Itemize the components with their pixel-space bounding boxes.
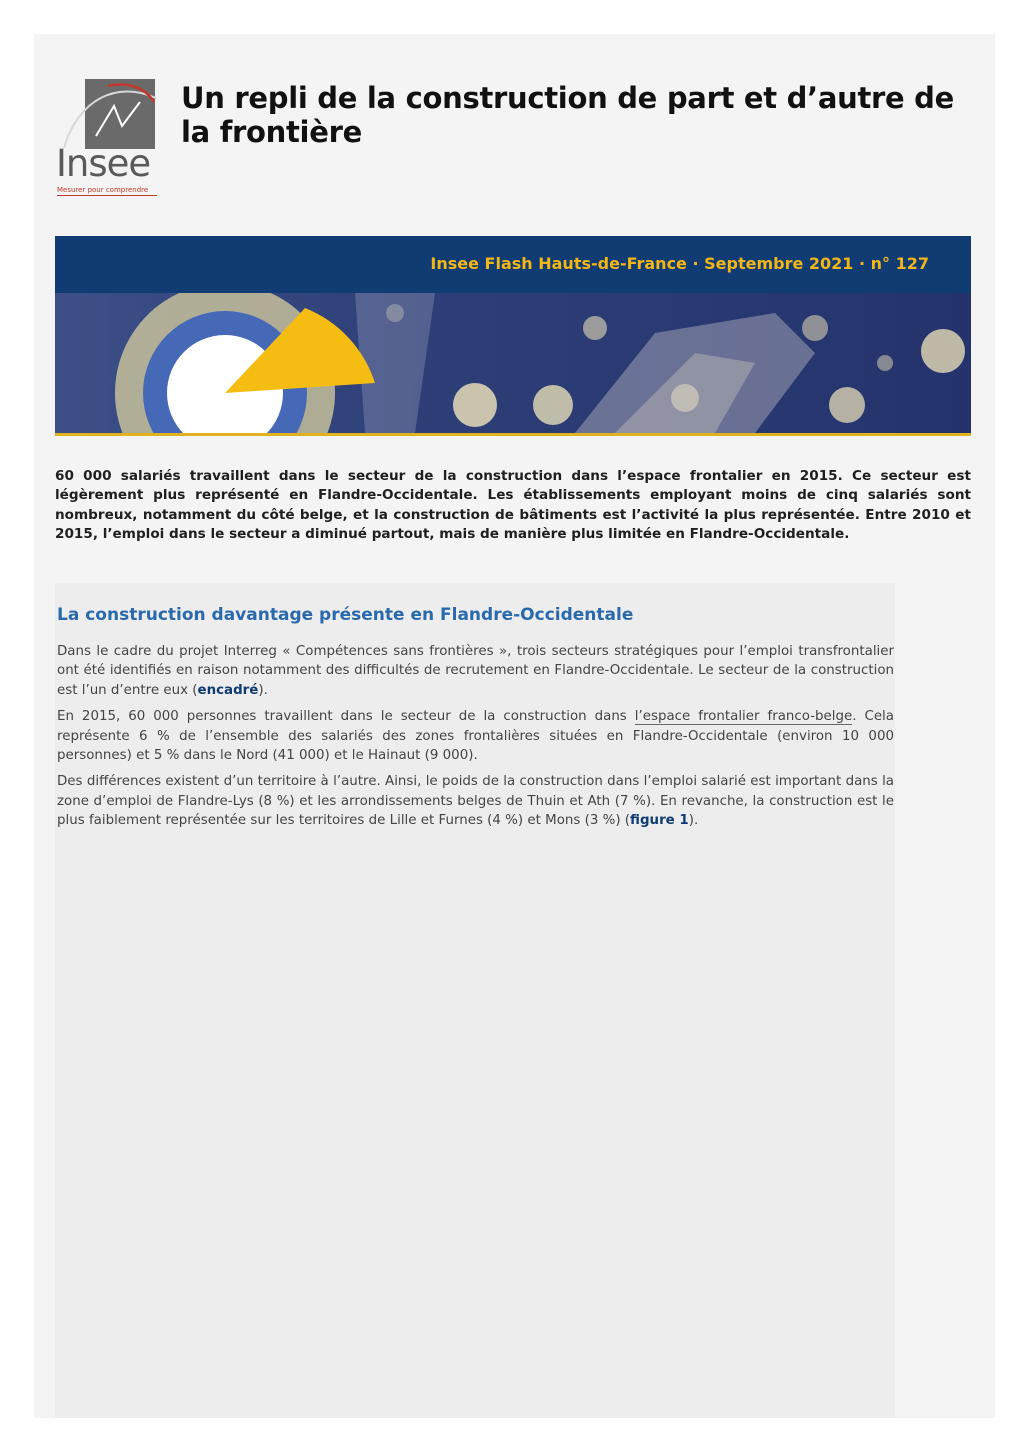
paragraph-3 — [57, 772, 894, 830]
lead-paragraph: 60 000 salariés travaillent dans le secteur de la construction dans l’espace frontalier en 2015. Ce secteur est légèrement plus représenté en Flandre-Occidentale. Les établissements employant moins de cinq salariés sont nombreux, notamment du côté belge, et la construction de bâtiments est l’activité la plus représentée. Entre 2010 et 2015, l’emploi dans le secteur a diminué partout, mais de manière plus limitée en Flandre-Occidentale. — [55, 468, 971, 542]
publication-banner — [55, 236, 971, 293]
paragraph-2-end: . Cela représente 6 % de l’ensemble des salariés des zones frontalières situées en Flandre-Occidentale (environ 10 000 personnes) et 5 % dans le Nord (41 000) et le Hainaut (9 000). — [57, 709, 894, 764]
glossary-term-link[interactable]: l’espace frontalier franco-belge — [634, 709, 853, 725]
insee-logo[interactable] — [56, 78, 164, 196]
paragraph-1-end: ). — [258, 682, 268, 698]
logo-wordmark: Insee — [56, 142, 151, 185]
content-section — [55, 583, 895, 1418]
paragraph-1 — [57, 642, 894, 700]
page-title: Un repli de la construction de part et d’autre de la frontière — [181, 81, 955, 149]
banner-illustration-graphic — [55, 293, 971, 433]
logo-tagline: Mesurer pour comprendre — [57, 186, 157, 196]
publication-banner-text: Insee Flash Hauts-de-France · Septembre 2021 · n° 127 — [430, 254, 929, 273]
figure-1-link[interactable]: figure 1 — [630, 813, 689, 829]
paragraph-3-end: ). — [688, 813, 699, 829]
paragraph-2-text: En 2015, 60 000 personnes travaillent dans le secteur de la construction dans — [57, 709, 635, 725]
banner-illustration — [55, 293, 971, 436]
paragraph-1-text: Dans le cadre du projet Interreg « Compétences sans frontières », trois secteurs stratégiques pour l’emploi transfrontalier ont été identifiés en raison notamment des difficultés de recrutement en Flandre-Occidentale. Le secteur de la construction est l’un d’entre eux ( — [57, 644, 894, 698]
paragraph-3-text: Des différences existent d’un territoire à l’autre. Ainsi, le poids de la construction dans l’emploi salarié est important dans la zone d’emploi de Flandre-Lys (8 %) et les arrondissements belges de Thuin et Ath (7 %). En revanche, la construction est le plus faiblement représentée sur les territoires de Lille et Furnes (4 %) et Mons (3 %) ( — [57, 774, 894, 829]
encadre-link[interactable]: encadré — [197, 682, 259, 698]
document-page — [34, 34, 995, 1418]
section-heading: La construction davantage présente en Flandre-Occidentale — [57, 605, 634, 625]
paragraph-2 — [57, 707, 894, 765]
